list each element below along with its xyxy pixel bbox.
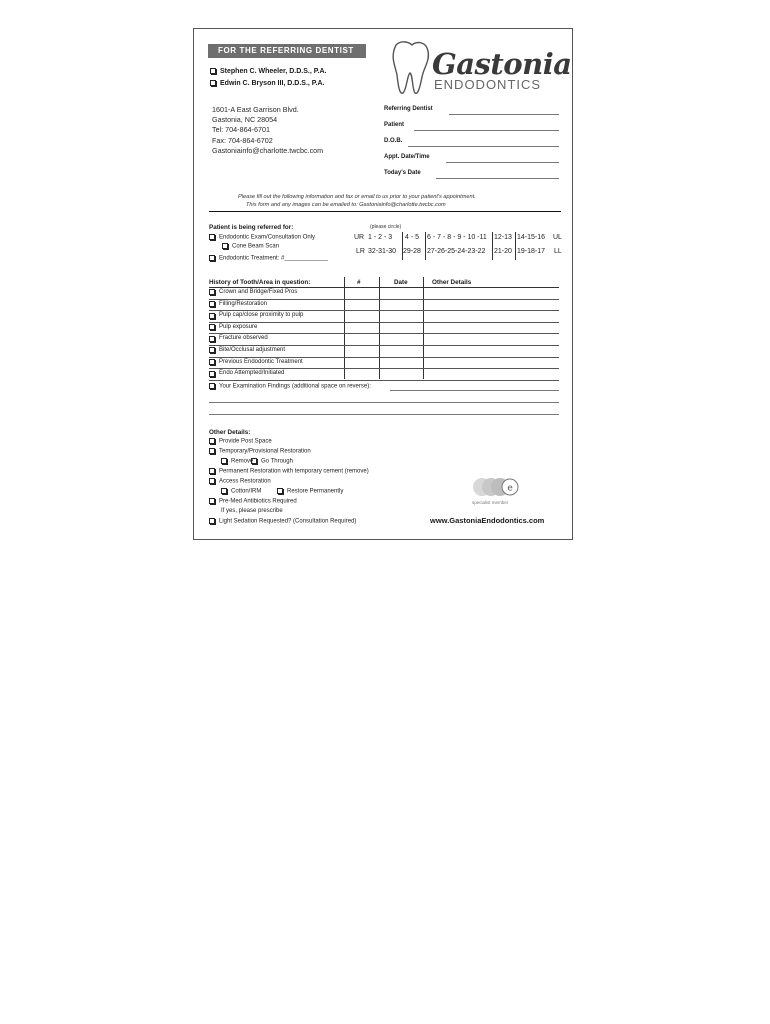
- option-label: Go Through: [261, 458, 293, 465]
- option-permanent-restoration[interactable]: [209, 468, 369, 475]
- findings-line[interactable]: [209, 402, 559, 403]
- website-link[interactable]: www.GastoniaEndodontics.com: [430, 516, 545, 525]
- option-restore-permanently[interactable]: [277, 488, 343, 495]
- column-header-date: Date: [394, 279, 408, 286]
- referring-dentist-banner: FOR THE REFERRING DENTIST: [208, 44, 366, 58]
- specialist-member-label: specialist member: [472, 500, 509, 505]
- dob-input[interactable]: [408, 146, 559, 147]
- checkbox[interactable]: [209, 324, 215, 330]
- chart-divider: [402, 232, 403, 260]
- option-cone-beam[interactable]: [222, 243, 279, 250]
- dob-label: D.O.B.: [384, 138, 403, 144]
- patient-label: Patient: [384, 122, 405, 128]
- chart-divider: [492, 232, 493, 260]
- patient-input[interactable]: [414, 130, 559, 131]
- history-item-label: Crown and Bridge/Fixed Pros: [219, 289, 298, 295]
- checkbox[interactable]: [209, 289, 215, 295]
- option-label: Permanent Restoration with temporary cement (remove): [219, 468, 369, 475]
- doctor-option-2[interactable]: [210, 80, 325, 87]
- column-header-other: Other Details: [432, 279, 472, 286]
- option-go-through[interactable]: [251, 458, 293, 465]
- checkbox[interactable]: [209, 383, 215, 389]
- teeth-group[interactable]: 29-28: [403, 248, 421, 255]
- referral-form-page: [193, 28, 573, 540]
- checkbox[interactable]: [209, 498, 215, 504]
- history-item-label: Bite/Occlusal adjustment: [219, 347, 286, 353]
- checkbox[interactable]: [209, 478, 215, 484]
- teeth-group[interactable]: 21-20: [494, 248, 512, 255]
- checkbox[interactable]: [209, 359, 215, 365]
- checkbox[interactable]: [209, 234, 215, 240]
- referral-section-title: Patient is being referred for:: [209, 224, 294, 231]
- teeth-group[interactable]: 12-13: [494, 234, 512, 241]
- column-header-number: #: [357, 279, 361, 286]
- office-address: [212, 105, 323, 156]
- option-label: Cotton/IRM: [231, 488, 262, 495]
- option-post-space[interactable]: [209, 438, 272, 445]
- history-item-label: Pulp exposure: [219, 323, 258, 330]
- option-endo-treatment[interactable]: [209, 255, 328, 262]
- teeth-group[interactable]: 4 - 5: [405, 234, 420, 241]
- specialist-emblem-icon: [472, 475, 522, 499]
- checkbox[interactable]: [209, 255, 215, 261]
- logo-subtitle: ENDODONTICS: [434, 77, 542, 92]
- checkbox[interactable]: [251, 458, 257, 464]
- svg-text:e: e: [507, 483, 513, 494]
- option-label: Temporary/Provisional Restoration: [219, 448, 311, 455]
- teeth-group[interactable]: 1 - 2 - 3: [368, 234, 393, 241]
- instructions-line-2: This form and any images can be emailed to: Gastoniainfo@charlotte.twcbc.com: [246, 202, 446, 208]
- doctor-name: Stephen C. Wheeler, D.D.S., P.A.: [220, 68, 327, 75]
- appt-input[interactable]: [446, 162, 559, 163]
- exam-findings-option[interactable]: [209, 383, 371, 390]
- please-circle-note: (please circle): [370, 224, 402, 230]
- todays-date-input[interactable]: [436, 178, 559, 179]
- history-item-label: Endo Attempted/Initiated: [219, 370, 285, 377]
- referring-dentist-input[interactable]: [449, 114, 559, 115]
- doctor-name: Edwin C. Bryson III, D.D.S., P.A.: [220, 80, 325, 87]
- history-row[interactable]: [209, 368, 559, 381]
- teeth-group[interactable]: 6 - 7 - 8 - 9 - 10 -11: [427, 234, 487, 241]
- doctor-option-1[interactable]: [210, 68, 326, 75]
- checkbox[interactable]: [209, 301, 215, 307]
- teeth-group[interactable]: 27-26-25-24-23-22: [427, 248, 486, 255]
- option-light-sedation[interactable]: [209, 518, 356, 525]
- logo-wordmark: Gastonia: [432, 47, 572, 81]
- findings-input[interactable]: [390, 390, 559, 391]
- history-item-label: Previous Endodontic Treatment: [219, 358, 303, 365]
- phone-line: Tel: 704-864-6701: [212, 124, 270, 134]
- checkbox[interactable]: [222, 243, 228, 249]
- option-label: Light Sedation Requested? (Consultation Required): [219, 518, 357, 525]
- checkbox[interactable]: [209, 438, 215, 444]
- checkbox[interactable]: [209, 371, 215, 377]
- quadrant-label-lr: LR: [356, 248, 365, 255]
- checkbox[interactable]: [221, 488, 227, 494]
- option-label: Endodontic Treatment: #_____________: [219, 255, 328, 262]
- history-section-title: History of Tooth/Area in question:: [209, 279, 311, 286]
- option-label: Restore Permanently: [287, 488, 344, 495]
- option-remove[interactable]: [221, 458, 253, 465]
- prescribe-note: If yes, please prescribe: [221, 508, 283, 514]
- checkbox[interactable]: [210, 80, 216, 86]
- option-access-restoration[interactable]: [209, 478, 271, 485]
- fax-line: Fax: 704-864-6702: [212, 136, 273, 146]
- referring-dentist-label: Referring Dentist: [384, 106, 433, 112]
- quadrant-label-ll: LL: [554, 248, 562, 255]
- quadrant-label-ur: UR: [354, 234, 365, 241]
- teeth-group[interactable]: 14-15-16: [517, 234, 546, 241]
- checkbox[interactable]: [209, 448, 215, 454]
- chart-divider: [515, 232, 516, 260]
- option-label: Access Restoration: [219, 478, 271, 485]
- todays-date-label: Today's Date: [384, 170, 421, 176]
- option-label: Cone Beam Scan: [232, 243, 280, 250]
- checkbox[interactable]: [221, 458, 227, 464]
- address-line: Gastonia, NC 28054: [212, 114, 278, 124]
- email-line: Gastoniainfo@charlotte.twcbc.com: [212, 146, 324, 156]
- quadrant-label-ul: UL: [553, 234, 562, 241]
- option-label: Remove: [231, 458, 254, 465]
- teeth-group[interactable]: 32-31-30: [368, 248, 397, 255]
- option-label: Provide Post Space: [219, 438, 272, 445]
- option-endo-exam[interactable]: [209, 234, 315, 241]
- teeth-group[interactable]: 19-18-17: [517, 248, 546, 255]
- option-label: Endodontic Exam/Consultation Only: [219, 234, 316, 241]
- history-item-label: Filling/Restoration: [219, 300, 268, 307]
- instructions-line-1: Please fill out the following information and fax or email to us prior to your patient's appointment.: [238, 194, 476, 200]
- checkbox[interactable]: [209, 336, 215, 342]
- option-premed[interactable]: [209, 498, 297, 505]
- history-item-label: Fracture observed: [219, 335, 268, 342]
- address-line: 1601-A East Garrison Blvd.: [212, 105, 299, 114]
- chart-divider: [425, 232, 426, 260]
- option-label: Pre-Med Antibiotics Required: [219, 498, 297, 505]
- findings-line[interactable]: [209, 414, 559, 415]
- checkbox[interactable]: [209, 518, 215, 524]
- checkbox[interactable]: [209, 347, 215, 353]
- history-item-label: Pulp cap/close proximity to pulp: [219, 312, 304, 319]
- other-details-title: Other Details:: [209, 429, 251, 436]
- checkbox[interactable]: [210, 68, 216, 74]
- checkbox[interactable]: [277, 488, 283, 494]
- checkbox[interactable]: [209, 468, 215, 474]
- tooth-logo-icon: [388, 39, 432, 97]
- checkbox[interactable]: [209, 313, 215, 319]
- appt-label: Appt. Date/Time: [384, 154, 430, 160]
- option-cotton-irm[interactable]: [221, 488, 261, 495]
- option-temp-restoration[interactable]: [209, 448, 311, 455]
- option-label: Your Examination Findings (additional space on reverse):: [219, 383, 371, 390]
- section-divider: [209, 211, 561, 212]
